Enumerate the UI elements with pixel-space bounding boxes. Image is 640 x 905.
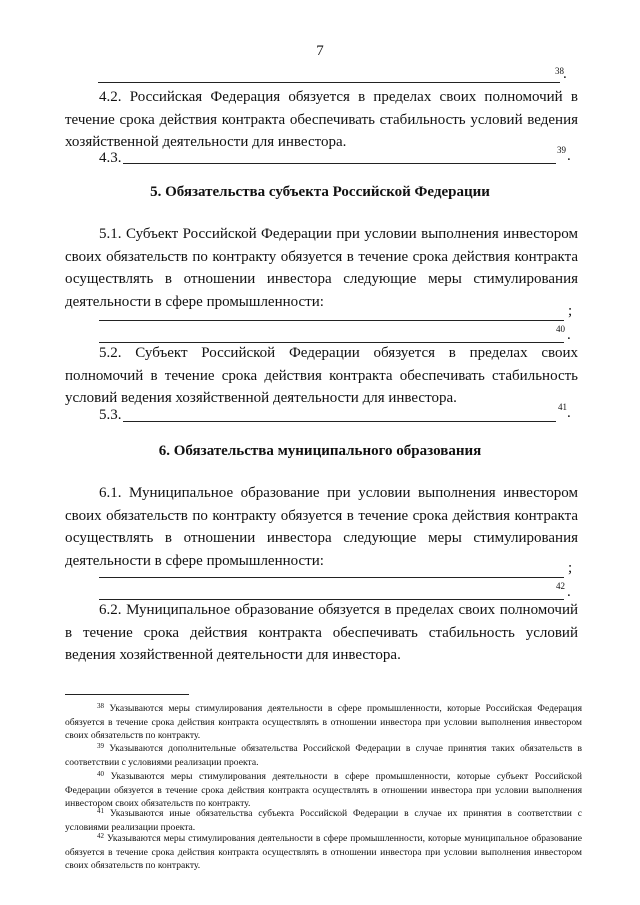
page-number: 7	[316, 43, 324, 59]
footnote-separator	[65, 694, 189, 695]
paragraph-4-2: 4.2. Российская Федерация обязуется в пределах своих полномочий в течение срока действия контракта обеспечивать стабильность условий ведения хозяйственной деятельности для инвестора.	[65, 89, 578, 150]
footnote-text: Указываются меры стимулирования деятельности в сфере промышленности, которые субъект Российской Федерации обязуется в течение срока действия контракта осуществлять в отношении инвестора при условии выполнения инвестором своих обязательств по контракту.	[65, 771, 582, 809]
line-end-semicolon: ;	[568, 560, 573, 576]
fill-line-41	[123, 421, 556, 422]
section-6-heading: 6. Обязательства муниципального образования	[158, 443, 482, 459]
footnote-text: Указываются меры стимулирования деятельности в сфере промышленности, которые муниципальное образование обязуется в течение срока действия контракта осуществлять в отношении инвестора при условии выполнения инвестором своих обязательств по контракту.	[65, 833, 582, 871]
line-end-dot: .	[567, 405, 571, 421]
footnote-ref-41: 41	[558, 402, 567, 412]
fill-line-39	[123, 163, 556, 164]
line-end-dot: .	[567, 584, 571, 600]
line-end-dot: .	[563, 66, 567, 82]
line-end-semicolon: ;	[568, 303, 573, 319]
footnote-39	[65, 740, 582, 769]
section-5-heading: 5. Обязательства субъекта Российской Федерации	[150, 184, 490, 200]
footnote-number: 41	[97, 807, 104, 815]
footnote-number: 40	[97, 770, 104, 778]
footnote-ref-38: 38	[555, 66, 564, 76]
line-end-dot: .	[567, 148, 571, 164]
fill-line-5-1a	[99, 320, 564, 321]
footnote-ref-39: 39	[557, 145, 566, 155]
footnote-text: Указываются меры стимулирования деятельности в сфере промышленности, которые Российская Федерация обязуется в течение срока действия контракта осуществлять в отношении инвестора при условии выполнения инвестором своих обязательств по контракту.	[65, 703, 582, 741]
line-end-dot: .	[567, 327, 571, 343]
paragraph-5-2: 5.2. Субъект Российской Федерации обязуется в пределах своих полномочий в течение срока действия контракта обеспечивать стабильность условий ведения хозяйственной деятельности для инвестора.	[65, 345, 578, 406]
clause-4-3-label: 4.3.	[99, 150, 122, 166]
paragraph-6-1: 6.1. Муниципальное образование при условии выполнения инвестором своих обязательств по контракту обязуется в течение срока действия контракта осуществлять в отношении инвестора следующие меры стимулирования деятельности в сфере промышленности:	[65, 485, 578, 569]
footnote-ref-40: 40	[556, 324, 565, 334]
clause-5-3-label: 5.3.	[99, 407, 122, 423]
footnote-ref-42: 42	[556, 581, 565, 591]
fill-line-6-1a	[99, 577, 564, 578]
footnote-number: 38	[97, 702, 104, 710]
footnote-number: 39	[97, 742, 104, 750]
paragraph-6-2: 6.2. Муниципальное образование обязуется в пределах своих полномочий в течение срока действия контракта обеспечивать стабильность условий ведения хозяйственной деятельности для инвестора.	[65, 602, 578, 663]
footnote-number: 42	[97, 832, 104, 840]
footnote-38	[65, 700, 582, 743]
footnote-text: Указываются иные обязательства субъекта Российской Федерации в случае их принятия в соответствии с условиями реализации проекта.	[65, 808, 582, 833]
paragraph-5-1: 5.1. Субъект Российской Федерации при условии выполнения инвестором своих обязательств по контракту обязуется в течение срока действия контракта осуществлять в отношении инвестора следующие меры стимулирования деятельности в сфере промышленности:	[65, 226, 578, 310]
fill-line-38	[98, 82, 560, 83]
footnote-42	[65, 830, 582, 873]
footnote-text: Указываются дополнительные обязательства Российской Федерации в случае принятия таких обязательств в соответствии с условиями реализации проекта.	[65, 743, 582, 768]
